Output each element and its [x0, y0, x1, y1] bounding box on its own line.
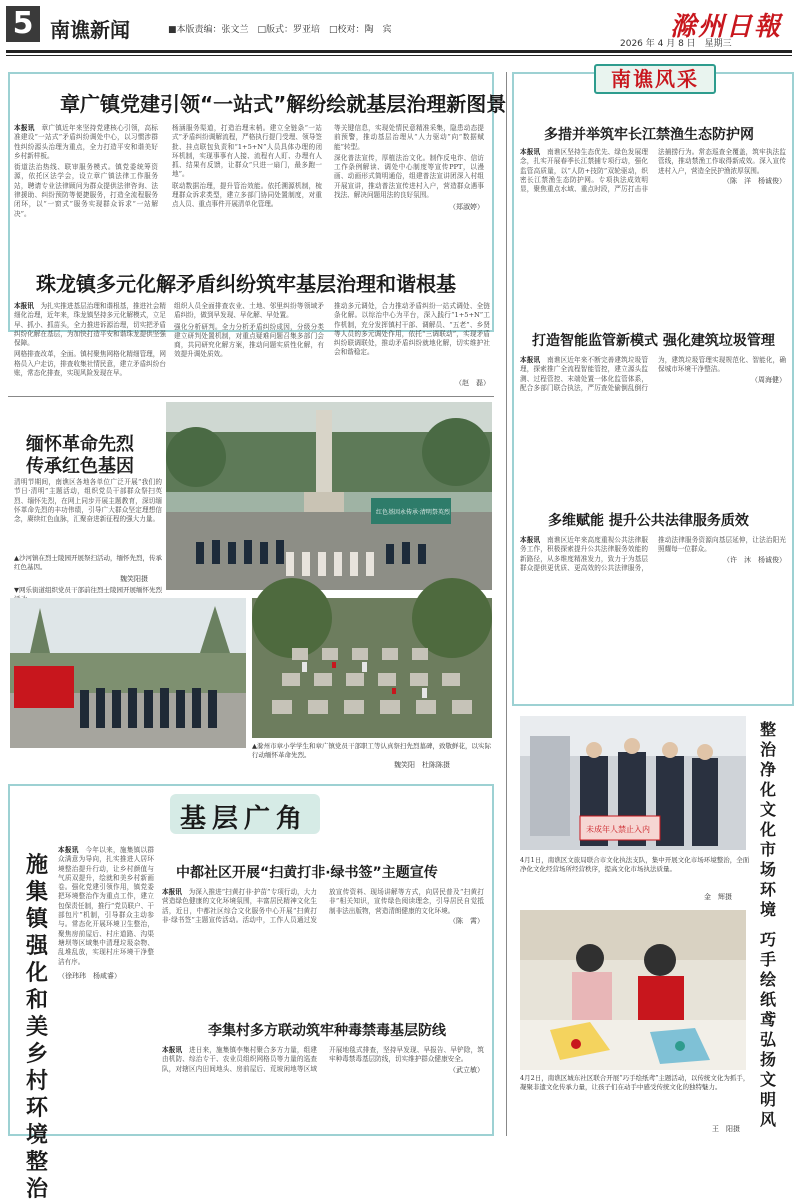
market-inspection-title: 整治净化文化市场环境	[760, 720, 777, 919]
memorial-body: 清明节期间，南谯区各地各单位广泛开展“我们的节日·清明”主题活动，组织党员干部群众祭扫英烈、缅怀先烈，在网上同步开展主题教育，深切缅怀革命先烈的丰功伟绩，引导广大群众坚定理想信念，赓续红色血脉，汇聚奋进新征程的强大力量。	[14, 478, 162, 524]
kite-painting-caption: 4月2日，南谯区城东社区联合开展“巧手绘纸鸢”主题活动，以传统文化为抓手，凝聚非遗文化传承力量，让孩子们在动手中感受传统文化的独特魅力。	[520, 1074, 750, 1091]
grassroots-side-story	[58, 846, 154, 1126]
lead-label: 本报讯	[162, 1046, 183, 1054]
author: （赵 磊）	[455, 379, 490, 387]
text: 南谯区坚持生态优先、绿色发展理念，扎实开展春季长江禁捕专项行动，强化监管高质量，以“人防+技防”双轮驱动，织密长江禁渔生态防护网。专项执法成效明显，聚焦重点水域、重点时段，严厉打击非法捕捞行为。常态巡查全覆盖，筑牢执法监管线，推动禁渔工作取得新成效。深入宣传进村入户，营造全民护渔浓厚氛围。	[520, 148, 786, 194]
text: 等关键信息，实现处情民意精准采集，隐患动态提前预警，推动基层治理从“人力驱动”向“数据赋能”转型。	[334, 124, 484, 151]
memorial-photo-left	[10, 598, 246, 748]
editor-credits: ■本版责编：张文兰 □版式：罗亚培 □校对：陶 宾	[168, 25, 392, 35]
lead-label: 本报讯	[520, 356, 541, 364]
memorial-caption-3-author: 魏笑阳 杜陈陈摄	[394, 761, 450, 769]
text: 杨涵服务渠道，打造治理末梢。建立全链条“一站式”矛盾纠纷调解流程，严格执行提门受理、领导签批、挂点联包负责和“1+5+N”人员具体办理的闭环机制，实现事事有人接、流程有人盯、办理有人抓、结果有反馈，让群众“只进一扇门，最多跑一地”。	[172, 124, 322, 179]
memorial-photo-right	[252, 598, 492, 738]
lead-label: 本报讯	[520, 148, 541, 156]
text: 为深入推进“扫黄打非·护苗”专项行动，大力营造绿色健康的文化环境氛围，丰富居民精神文化生活，近日，中都社区综合文化服务中心开展“扫黄打非·绿书签”主题宣传活动。活动中，工作人员通过发放宣传资料、现场讲解等方式，向居民普及“扫黄打非”相关知识，宣传绿色阅读理念，引导居民自觉抵制非法出版物，营造清朗健康的文化环境。	[162, 888, 484, 924]
grassroots-banner: 基层广角	[180, 804, 309, 834]
lead-label: 本报讯	[162, 888, 182, 896]
author: （周海健）	[751, 375, 786, 384]
author: （许 沐 杨诚俊）	[723, 555, 786, 564]
text: 强化分析研判。全力分析矛盾纠纷成因，分级分类建立研判处置机制，对重点疑难问题召集多部门会商，共同研究化解方案，推动问题实质性化解，有效提升调处质效。	[174, 322, 324, 359]
text: 推动多元调处，合力推动矛盾纠纷一站式调处、全链条化解。以综治中心为平台，深入践行“1+5+N”工作机制，充分发挥镇村干部、调解员、“五老”、乡贤等人员的多元调处作用，依托“三调联动”，实现矛盾纠纷联调联处，推动矛盾纠纷就地化解，切实维护社会和谐稳定。	[334, 302, 490, 357]
memorial-caption-2: ▼网乐街道组织党员干部前往烈士陵园开展缅怀先烈	[14, 586, 162, 594]
story2-col2	[174, 302, 324, 388]
memorial-title-2: 传承红色基因	[26, 456, 134, 477]
story2-title: 珠龙镇多元化解矛盾纠纷筑牢基层治理和谐根基	[36, 272, 456, 296]
divider	[8, 396, 494, 397]
text: 网格排查改革，全面。镇村聚焦网格化精细管理，网格员入户走访，排查收集社情民意，建立矛盾纠纷台账，常态化排查，实现风险发现在早。	[14, 350, 166, 378]
memorial-photo-main	[166, 402, 492, 590]
text: 南谯区近年来不断完善建筑垃圾管理，探索推广全流程智能管控，建立源头监测、过程管控、末端处置一体化监管体系，配合多部门联合执法，严厉查处偷倒乱倒行为，建筑垃圾管理实现规范化、智能化，确保城市环境干净整洁。	[520, 356, 786, 392]
author: （徐玮玮 杨咸睿）	[58, 971, 121, 980]
nanqiao-s2-title: 打造智能监管新模式 强化建筑垃圾管理	[532, 333, 775, 349]
text: 进日来，施集镇李集村聚合多方力量，组建由机防、综治专干、农业员组织网格员等力量的巡查队，对辖区内田间地头、房前屋后、荒坡闲地等区域开展地毯式排查，坚持早发现、早报告、早铲除，筑牢种毒禁毒基层防线，切实维护群众健康安全。	[162, 1046, 484, 1073]
memorial-caption-1: ▲沙河镇在烈士陵园开展祭扫活动，缅怀先烈，传承红色基因。	[14, 554, 162, 571]
market-inspection-caption: 4月1日，南谯区文旅局联合市文化执法支队，集中开展文化市场环境整治，全面净化文化经营场所经营秩序，提高文化市场执法质量。	[520, 856, 750, 873]
kite-painting-author: 王 阳摄	[712, 1125, 740, 1133]
nanqiao-s1	[520, 148, 786, 300]
page-number: 5	[6, 6, 40, 42]
lead-label: 本报讯	[14, 302, 34, 310]
issue-date: 2026 年 4 月 8 日 星期三	[620, 39, 732, 49]
column-divider	[506, 72, 507, 1136]
text: 章广镇近年来坚持党建核心引领，高标准建设“一站式”矛盾纠纷调处中心，以习惯涉群性纠纷源头治理为重点，全力打造平安和谐美好乡村新样板。	[14, 124, 159, 160]
grassroots-story1	[162, 888, 484, 1008]
story2-col3	[334, 302, 490, 388]
text: 今年以来，施集镇以群众满意为导向，扎实推进人居环境整治提升行动，让乡村颜值与气质双提升，绘就和美乡村新画卷。强化党建引领作用，镇党委把环境整治作为重点工作，建立包保责任制，推行“党员联户、干部包片”机制，引导群众主动参与。常态化开展环境卫生整治，聚焦房前屋后、村庄道路、沟渠塘坝等区域集中清理垃圾杂物、乱堆乱放，实现村庄环境干净整洁有序。	[58, 846, 155, 966]
grassroots-story2-title: 李集村多方联动筑牢种毒禁毒基层防线	[208, 1023, 446, 1039]
memorial-caption-1-author: 魏笑阳摄	[120, 575, 148, 583]
newspaper-logo: 滁州日報	[670, 12, 783, 42]
nanqiao-s3-title: 多维赋能 提升公共法律服务质效	[548, 513, 749, 529]
memorial-title-1: 缅怀革命先烈	[26, 434, 134, 455]
story2-col1	[14, 302, 166, 388]
author: （郑淑婷）	[449, 203, 484, 212]
text: 联动数据治理，提升管治效能。依托溯源机制，梳理群众诉求类型，建立多部门协同处置制度，对重点人员、重点事件开展清单化管理。	[172, 181, 322, 209]
nanqiao-banner: 南谯风采	[594, 64, 716, 94]
memorial-banner: 红色基因永传承·清明祭英烈	[376, 509, 450, 516]
grassroots-side-title: 施集镇强化和美乡村环境整治	[26, 853, 49, 1202]
market-inspection-author: 金 辉摄	[704, 893, 732, 901]
header-rule	[6, 50, 792, 53]
market-inspection-photo	[520, 716, 746, 850]
lead-label: 本报讯	[14, 124, 35, 132]
section-title: 南谯新闻	[50, 18, 130, 42]
text: 南谯区近年来高度重视公共法律服务工作，积极探索提升公共法律服务效能的新路径，从多维度精准发力，致力于为基层群众提供更优质、更高效的公共法律服务，推动法律服务资源向基层延伸，让法治阳光照耀每一位群众。	[520, 536, 786, 572]
nanqiao-s1-title: 多措并举筑牢长江禁渔生态防护网	[544, 127, 754, 143]
author: （武立敏）	[449, 1065, 484, 1074]
minor-entry-sign: 未成年人禁止入内	[586, 825, 650, 834]
memorial-caption-3: ▲滁州市章小学学生和章广镇党员干部职工等认真祭扫先烈墓碑，致敬鲜花，以实际行动缅怀革命先烈。	[252, 742, 491, 759]
grassroots-story2	[162, 1046, 484, 1130]
nanqiao-s2	[520, 356, 786, 488]
text: 街道法治热线、联审服务模式。镇党委统筹资源，依托区法学会，设立章广镇法律工作服务站，聘请专业法律顾问为群众提供法律咨询、法律援助、纠纷预防等便捷服务，打造全流程服务闭环，以“一窗式”服务实现群众诉求“一站解决”。	[14, 163, 158, 218]
text: 深化普法宣传，厚植法治文化。制作反电诈、信访工作条例解读、调处中心制度等宣传PPT，以漫画、动画形式简明通俗，组建普法宣讲团深入村组开展宣讲，推动普法宣传进村入户，营造群众遇事找法、解决问题用法的良好氛围。	[334, 153, 484, 200]
author: （陈 洋 杨诚俊）	[723, 176, 786, 185]
kite-painting-title: 巧手绘纸鸢 弘扬文明风	[760, 930, 777, 1129]
lead-label: 本报讯	[520, 536, 541, 544]
top-story-title: 章广镇党建引领“一站式”解纷绘就基层治理新图景	[60, 92, 507, 116]
nanqiao-s3	[520, 536, 786, 698]
grassroots-story1-title: 中都社区开展“扫黄打非·绿书签”主题宣传	[176, 865, 438, 881]
kite-painting-photo	[520, 910, 746, 1070]
author: （陈 霄）	[449, 916, 484, 925]
header-rule-thin	[6, 55, 792, 56]
text: 为扎实推进基层治理和谐根基，推进社会精细化治理，近年来，珠龙镇坚持多元化解模式，立足早、抓小、抓苗头，全力推进诉源治理，切实把矛盾纠纷化解在基层，为加快打造平安和谐珠龙提供坚强保障。	[14, 302, 166, 348]
lead-label: 本报讯	[58, 846, 79, 854]
text: 组织人员全面排查农业、土地、邻里纠纷等领域矛盾纠纷，做到早发现、早化解、早处置。	[174, 302, 324, 320]
